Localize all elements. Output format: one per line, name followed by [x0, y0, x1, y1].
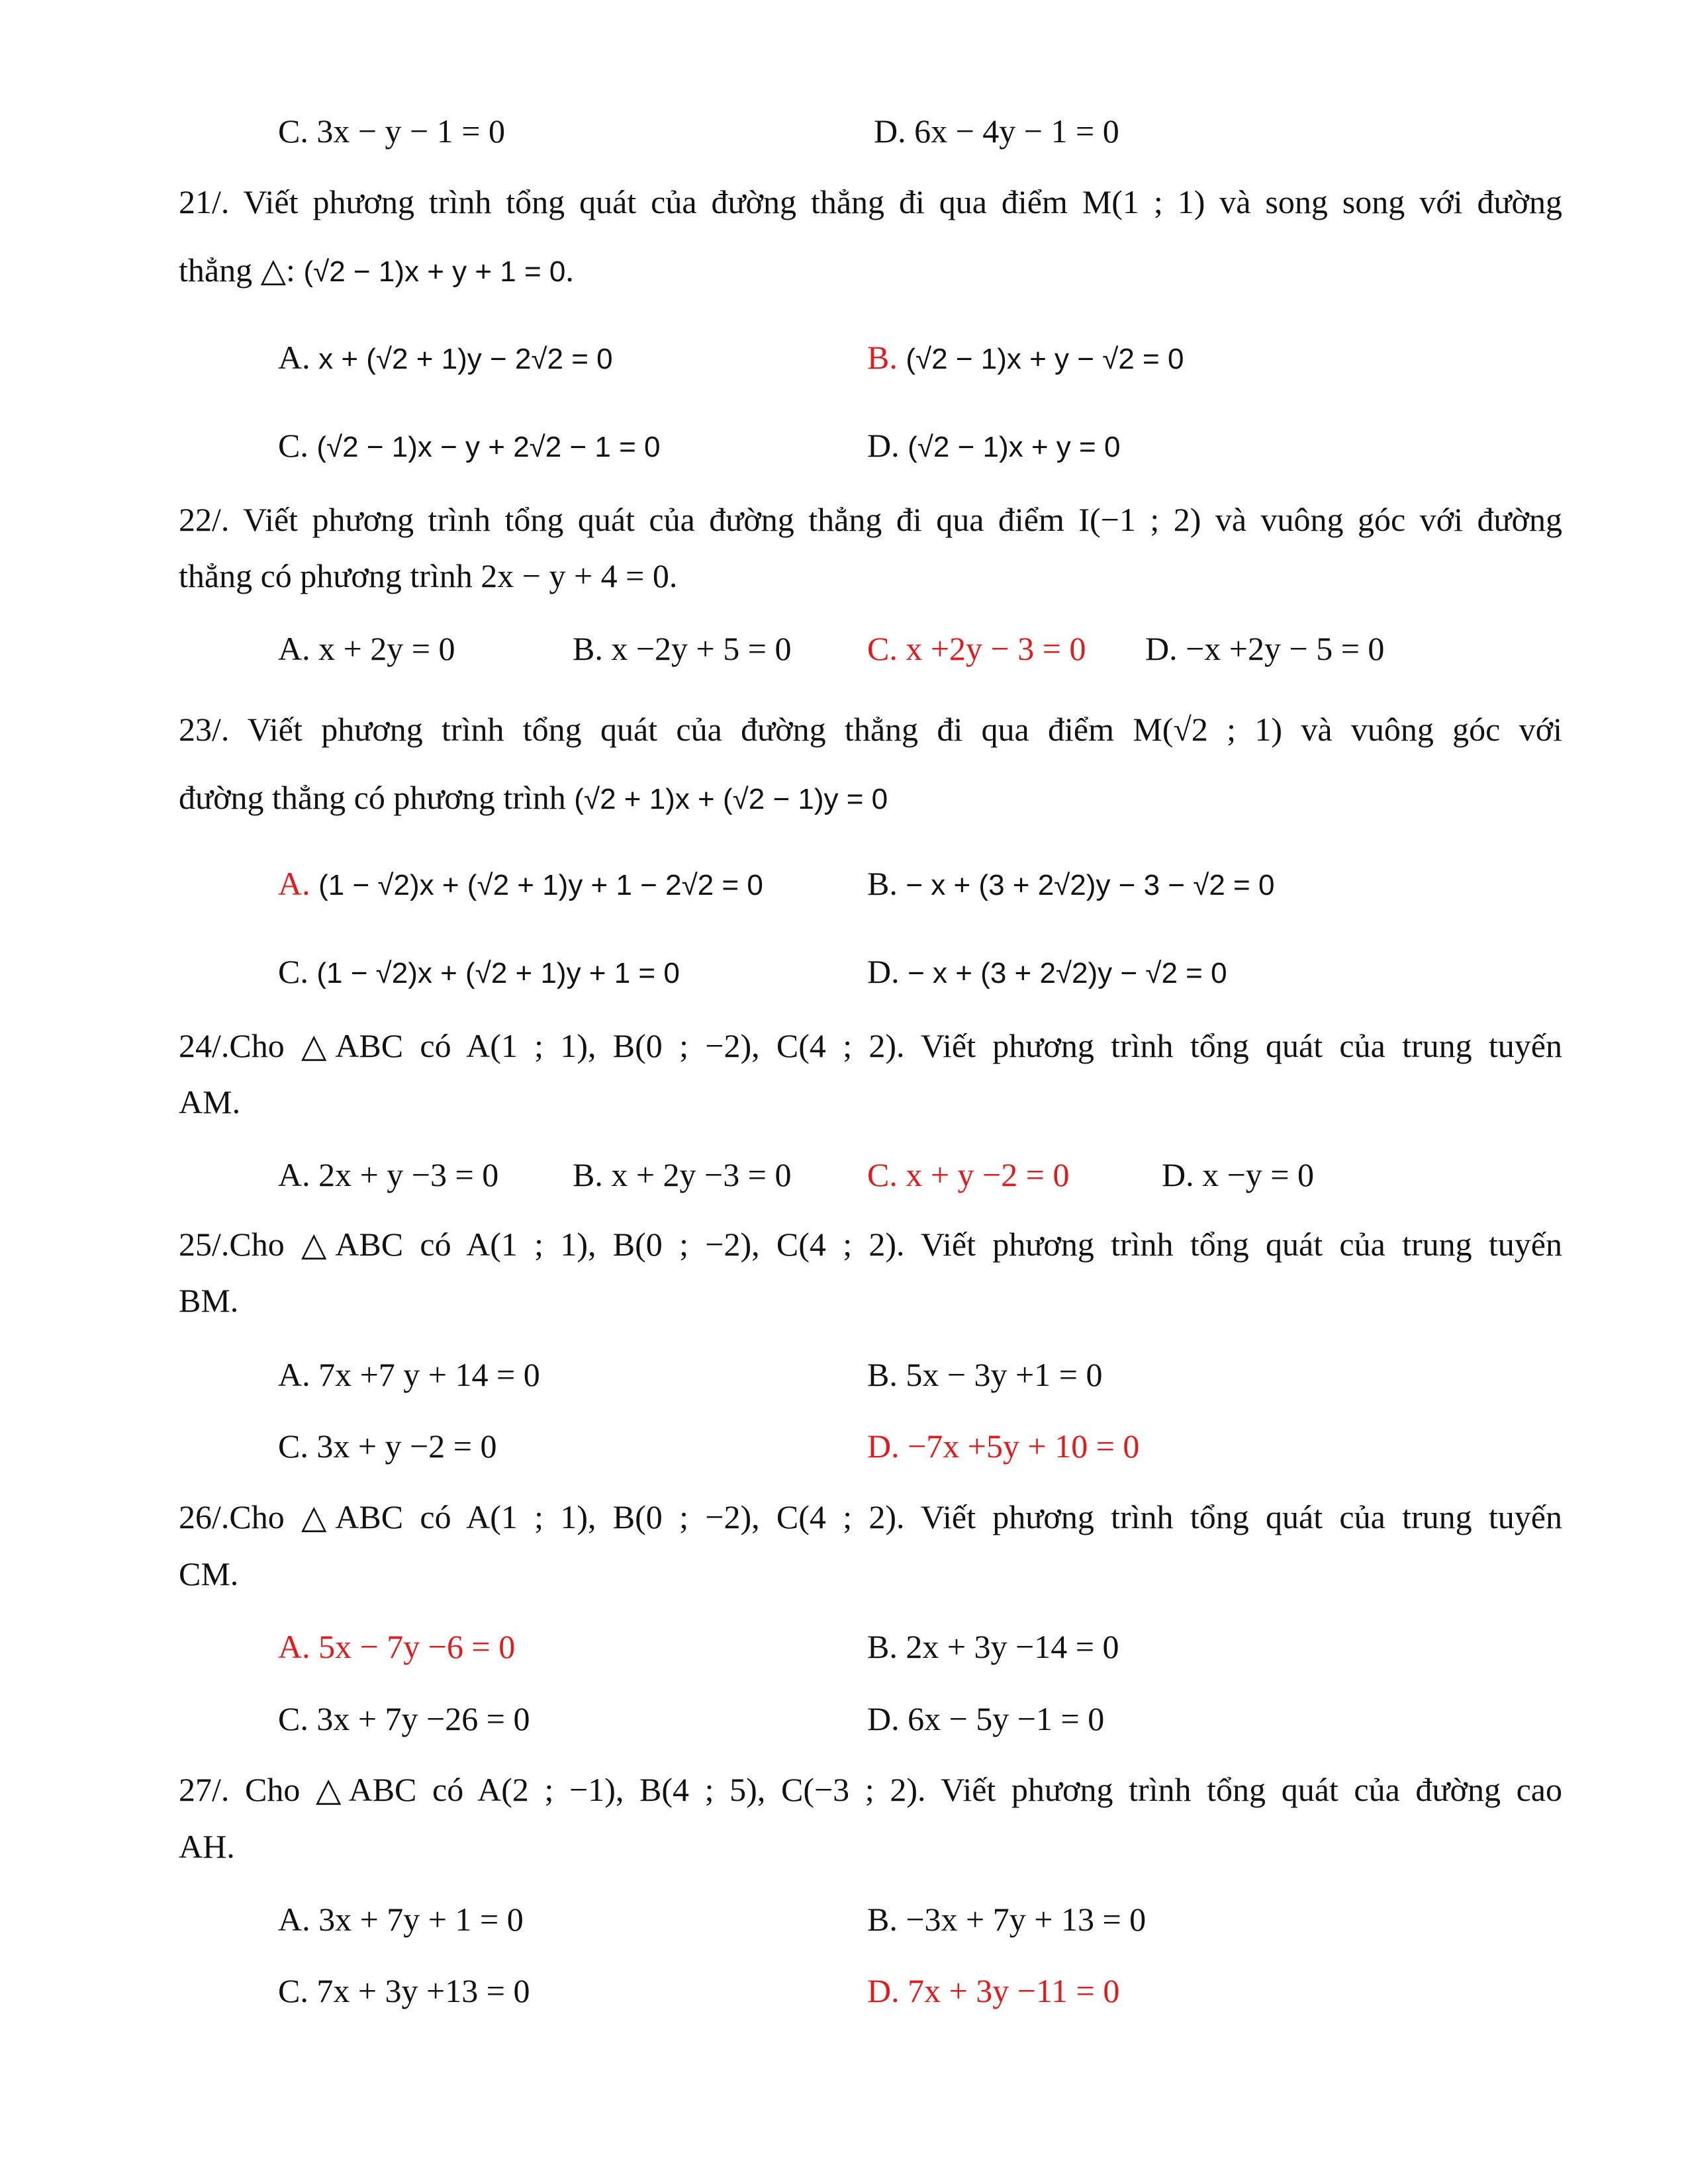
q27-option-c: C. 7x + 3y +13 = 0 [278, 1972, 530, 2009]
q23-option-a [278, 864, 763, 905]
q27-stem-line1: 27/. Cho △ABC có A(2 ; −1), B(4 ; 5), C(−3 ; 2). Viết phương trình tổng quát của đường cao [179, 1771, 1562, 1808]
q26-option-d: D. 6x − 5y −1 = 0 [867, 1700, 1105, 1737]
q25-stem-line1: 25/.Cho △ABC có A(1 ; 1), B(0 ; −2), C(4 ; 2). Viết phương trình tổng quát của trung tuyến [179, 1226, 1562, 1263]
q23-stem-line1: 23/. Viết phương trình tổng quát của đường thẳng đi qua điểm M(√2 ; 1) và vuông góc với [179, 711, 1562, 748]
q21-option-b [867, 338, 1184, 379]
q22-option-c: C. x +2y − 3 = 0 [867, 630, 1086, 667]
q23-stem-equation: (√2 + 1)x + (√2 − 1)y = 0 [574, 783, 888, 815]
q22-stem-line2: thẳng có phương trình 2x − y + 4 = 0. [179, 557, 678, 594]
q21-stem-equation: (√2 − 1)x + y + 1 = 0 [303, 255, 566, 288]
q22-option-d: D. −x +2y − 5 = 0 [1145, 630, 1385, 667]
q21-option-a-label: A. [278, 339, 319, 376]
q23-option-d-eq: − x + (3 + 2√2)y − √2 = 0 [908, 957, 1227, 989]
q23-stem-line2 [179, 778, 888, 819]
q23-option-b [867, 864, 1274, 905]
q23-option-d-label: D. [867, 953, 908, 990]
q23-option-a-label: A. [278, 865, 319, 902]
q21-option-a-eq: x + (√2 + 1)y − 2√2 = 0 [318, 343, 613, 375]
q27-stem-line2: AH. [179, 1828, 235, 1865]
q21-option-c-label: C. [278, 427, 317, 464]
q22-stem-line1: 22/. Viết phương trình tổng quát của đường thẳng đi qua điểm I(−1 ; 2) và vuông góc với đường [179, 501, 1562, 538]
q23-option-c [278, 952, 680, 993]
q24-option-a: A. 2x + y −3 = 0 [278, 1156, 499, 1193]
q23-option-c-label: C. [278, 953, 317, 990]
q25-option-b: B. 5x − 3y +1 = 0 [867, 1356, 1103, 1393]
q23-stem-prefix: đường thẳng có phương trình [179, 779, 575, 816]
q23-option-d [867, 952, 1227, 993]
q20-option-d: D. 6x − 4y − 1 = 0 [874, 113, 1119, 150]
q21-stem-line2 [179, 250, 574, 292]
q21-option-d-label: D. [867, 427, 908, 464]
q25-option-c: C. 3x + y −2 = 0 [278, 1428, 497, 1465]
q25-stem-line2: BM. [179, 1282, 239, 1319]
q21-stem-prefix: thẳng △: [179, 251, 304, 289]
q23-option-b-eq: − x + (3 + 2√2)y − 3 − √2 = 0 [906, 869, 1275, 901]
q27-option-a: A. 3x + 7y + 1 = 0 [278, 1901, 524, 1938]
q26-option-a: A. 5x − 7y −6 = 0 [278, 1628, 516, 1665]
q23-option-b-label: B. [867, 865, 906, 902]
q20-option-c: C. 3x − y − 1 = 0 [278, 113, 505, 150]
q21-option-c-eq: (√2 − 1)x − y + 2√2 − 1 = 0 [316, 431, 661, 463]
q24-option-d: D. x −y = 0 [1162, 1156, 1315, 1193]
q21-stem-suffix: . [565, 251, 574, 289]
q21-option-a [278, 338, 613, 379]
q27-option-d: D. 7x + 3y −11 = 0 [867, 1972, 1120, 2009]
q25-option-d: D. −7x +5y + 10 = 0 [867, 1428, 1140, 1465]
q21-option-d-eq: (√2 − 1)x + y = 0 [908, 431, 1121, 463]
q22-option-a: A. x + 2y = 0 [278, 630, 455, 667]
q24-option-c: C. x + y −2 = 0 [867, 1156, 1070, 1193]
q23-option-a-eq: (1 − √2)x + (√2 + 1)y + 1 − 2√2 = 0 [318, 869, 763, 901]
q21-option-b-eq: (√2 − 1)x + y − √2 = 0 [906, 343, 1184, 375]
q22-option-b: B. x −2y + 5 = 0 [573, 630, 792, 667]
q26-stem-line2: CM. [179, 1555, 239, 1592]
q21-option-b-label: B. [867, 339, 906, 376]
q26-option-b: B. 2x + 3y −14 = 0 [867, 1628, 1119, 1665]
q27-option-b: B. −3x + 7y + 13 = 0 [867, 1901, 1147, 1938]
q21-option-c [278, 426, 661, 467]
q24-option-b: B. x + 2y −3 = 0 [573, 1156, 792, 1193]
q26-stem-line1: 26/.Cho △ABC có A(1 ; 1), B(0 ; −2), C(4 ; 2). Viết phương trình tổng quát của trung tuyến [179, 1498, 1562, 1535]
q21-option-d [867, 426, 1120, 467]
q24-stem-line1: 24/.Cho △ABC có A(1 ; 1), B(0 ; −2), C(4 ; 2). Viết phương trình tổng quát của trung tuyến [179, 1027, 1562, 1064]
q26-option-c: C. 3x + 7y −26 = 0 [278, 1700, 530, 1737]
q23-option-c-eq: (1 − √2)x + (√2 + 1)y + 1 = 0 [316, 957, 680, 989]
q24-stem-line2: AM. [179, 1083, 241, 1120]
q21-stem-line1: 21/. Viết phương trình tổng quát của đường thẳng đi qua điểm M(1 ; 1) và song song với đường [179, 183, 1562, 220]
q25-option-a: A. 7x +7 y + 14 = 0 [278, 1356, 540, 1393]
